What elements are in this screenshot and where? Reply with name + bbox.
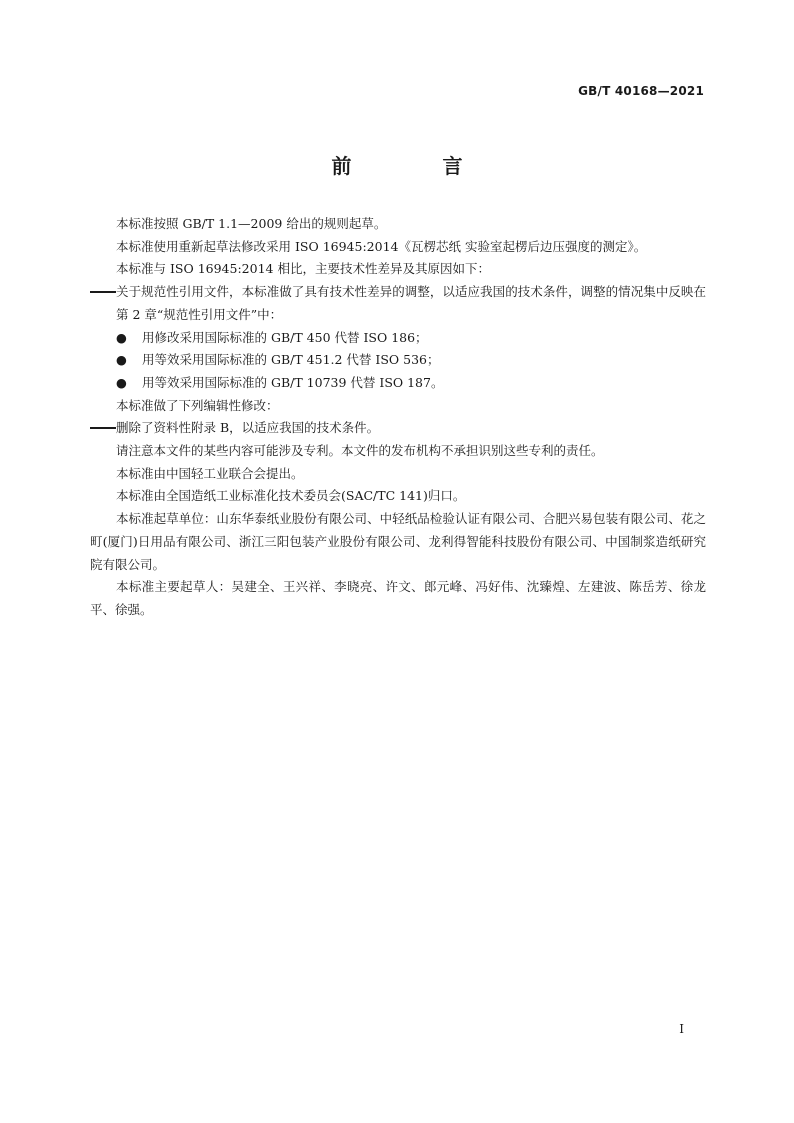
tech-difference-item — [90, 281, 706, 326]
em-dash-marker — [90, 417, 116, 440]
editorial-text: 删除了资料性附录 B，以适应我国的技术条件。 — [116, 420, 380, 436]
paragraph-proposed-by: 本标准由中国轻工业联合会提出。 — [116, 465, 304, 481]
standard-code: GB/T 40168—2021 — [578, 84, 704, 98]
paragraph-main-drafters: 本标准主要起草人：吴建全、王兴祥、李晓亮、许文、郎元峰、冯好伟、沈臻煌、左建波、陈岳芳、徐龙平、徐强。 — [90, 579, 706, 617]
paragraph-editorial-intro: 本标准做了下列编辑性修改： — [116, 397, 279, 413]
page-title: 前 言 — [331, 154, 505, 178]
paragraph-patent-notice: 请注意本文件的某些内容可能涉及专利。本文件的发布机构不承担识别这些专利的责任。 — [116, 443, 604, 459]
paragraph-drafting-rules: 本标准按照 GB/T 1.1—2009 给出的规则起草。 — [116, 216, 387, 231]
bullet-text: 用修改采用国际标准的 GB/T 450 代替 ISO 186； — [142, 329, 428, 345]
bullet-icon: ● — [116, 352, 127, 368]
em-dash-marker — [90, 281, 116, 304]
editorial-item — [90, 417, 706, 440]
foreword-body — [90, 213, 706, 622]
bullet-item-gbt450 — [90, 327, 706, 350]
paragraph-adoption-method: 本标准使用重新起草法修改采用 ISO 16945:2014《瓦楞芯纸 实验室起楞后边压强度的测定》。 — [116, 238, 647, 254]
bullet-text: 用等效采用国际标准的 GB/T 451.2 代替 ISO 536； — [142, 352, 440, 368]
bullet-item-gbt451 — [90, 349, 706, 372]
paragraph-drafting-organizations: 本标准起草单位：山东华泰纸业股份有限公司、中轻纸品检验认证有限公司、合肥兴易包装有限公司、花之町(厦门)日用品有限公司、浙江三阳包装产业股份有限公司、龙利得智能科技股份有限公司、中国制浆造纸研究院有限公司。 — [90, 511, 706, 572]
paragraph-under-jurisdiction: 本标准由全国造纸工业标准化技术委员会(SAC/TC 141)归口。 — [116, 488, 466, 504]
page-number: I — [679, 1022, 684, 1036]
bullet-item-gbt10739 — [90, 372, 706, 395]
bullet-icon: ● — [116, 329, 127, 345]
bullet-icon: ● — [116, 374, 127, 390]
bullet-text: 用等效采用国际标准的 GB/T 10739 代替 ISO 187。 — [142, 374, 444, 390]
tech-difference-text: 关于规范性引用文件，本标准做了具有技术性差异的调整，以适应我国的技术条件，调整的情况集中反映在第 2 章“规范性引用文件”中： — [116, 284, 706, 322]
paragraph-tech-differences-intro: 本标准与 ISO 16945:2014 相比，主要技术性差异及其原因如下： — [116, 261, 490, 277]
